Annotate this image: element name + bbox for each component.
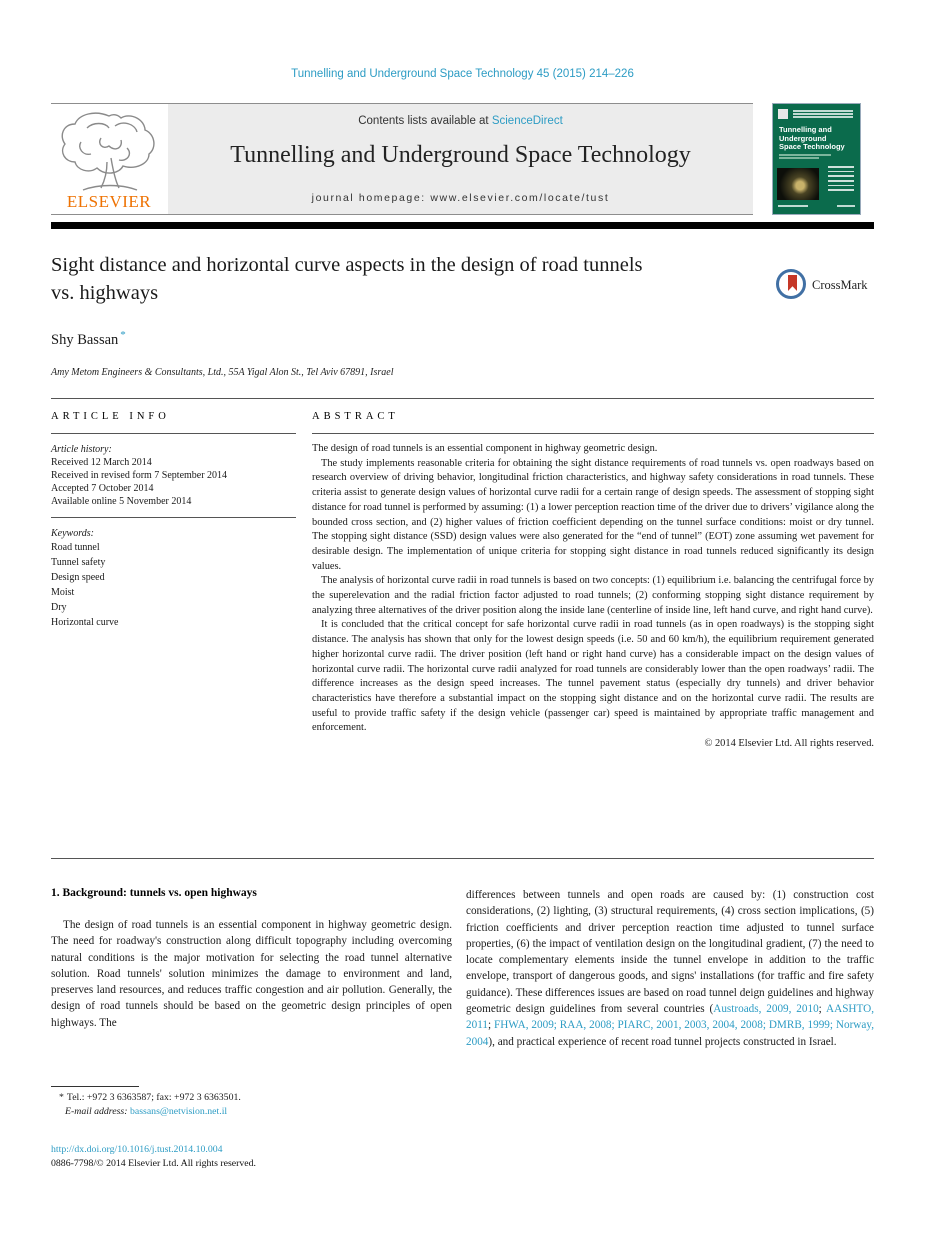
crossmark-badge[interactable] xyxy=(776,269,876,305)
body-text: ), and practical experience of recent road tunnel projects constructed in Israel. xyxy=(488,1035,837,1048)
contents-prefix: Contents lists available at xyxy=(358,115,492,127)
body-paragraph: The design of road tunnels is an essential component in highway geometric design. The need for roadway's construction along difficult topography including overcoming natural conditions is the major motivation for selecting the road tunnel alternative solution. Road tunnels' solution minimizes the damage to environment and land, preserves land resources, and reduces traffic congestion and air pollution. Generally, the design of road tunnels should be based on the geometric design principles of open highways. The xyxy=(51,919,452,1029)
journal-homepage-link[interactable]: journal homepage: www.elsevier.com/locate/tust xyxy=(311,192,610,204)
article-history-item: Received in revised form 7 September 2014 xyxy=(51,470,228,481)
body-text: differences between tunnels and open roads are caused by: (1) construction cost considerations, (2) lighting, (3) structural requirements, (4) cross section implications, (5) friction coefficients and driver perception reaction time adjusted to tunnel surface properties, (6) the impact of ventilation design on the longitudinal gradient, (7) the need to locate complementary elements inside the tunnel envelope in addition to the traffic envelope, transport of dangerous goods, and signs' installations (for traffic and fire safety guidance). These differences issues are based on road tunnel deign guidelines and highway geometric design guidelines from several countries ( xyxy=(466,889,874,1016)
keywords-list xyxy=(51,540,296,630)
keyword-item: Moist xyxy=(51,587,75,598)
body-text: ; xyxy=(818,1003,827,1016)
body-text: ; xyxy=(487,1019,494,1032)
cover-logo-decoration xyxy=(778,109,788,119)
cover-decoration xyxy=(778,205,808,208)
divider-rule xyxy=(51,858,874,859)
abstract-body xyxy=(312,442,874,736)
sciencedirect-link[interactable]: ScienceDirect xyxy=(491,115,563,127)
keywords-label: Keywords: xyxy=(51,528,94,539)
banner-center xyxy=(168,104,753,214)
body-paragraph xyxy=(466,887,874,1050)
corresponding-author-mark[interactable]: * xyxy=(120,329,126,341)
article-history-label: Article history: xyxy=(51,444,112,455)
footnote-mark: * xyxy=(59,1092,64,1103)
article-history-list xyxy=(51,456,296,508)
citation-link[interactable]: AASHTO, 2011 xyxy=(466,1003,874,1032)
cover-decoration xyxy=(793,110,853,119)
abstract-column xyxy=(312,411,874,749)
keyword-item: Horizontal curve xyxy=(51,617,119,628)
keyword-item: Design speed xyxy=(51,572,105,583)
abstract-paragraph: The study implements reasonable criteria for obtaining the sight distance requirements of road tunnels vs. open roadways based on research overview of driving behavior, longitudinal friction characteristics, and highway safety considerations in road tunnels. These criteria assist to generate design values of horizontal curve radii for a certain range of design speeds. The assessment of stopping sight distance for road tunnel is performed by assuming: (1) a lower perception reaction time of the driver due to drivers’ vigilance along the bounded cross section, and (2) higher values of friction coefficient depending on the tunnel surface conditions: moist or dry tunnel. The stopping sight distance (SSD) design values were also generated for the “end of tunnel” (EOT) zone assuming wet pavement for desirable design. The implementation of unique criteria for stopping sight distance in road tunnels reduced significantly its design values. xyxy=(312,457,874,572)
journal-citation-header: Tunnelling and Underground Space Technology 45 (2015) 214–226 xyxy=(291,68,634,80)
article-info-column xyxy=(51,411,296,630)
contents-line xyxy=(168,115,753,127)
doi-link[interactable]: http://dx.doi.org/10.1016/j.tust.2014.10.004 xyxy=(51,1144,223,1155)
footnote-rule xyxy=(51,1086,139,1087)
citation-link[interactable]: FHWA, 2009; RAA, 2008; PIARC, 2001, 2003, 2004, 2008; DMRB, 1999; Norway, 2004 xyxy=(466,1019,875,1048)
crossmark-label: CrossMark xyxy=(812,278,868,292)
abstract-paragraph: The design of road tunnels is an essential component in highway geometric design. xyxy=(312,443,658,454)
elsevier-wordmark: ELSEVIER xyxy=(66,192,152,211)
footnote-tel-line xyxy=(51,1091,452,1105)
author-line xyxy=(51,329,126,349)
cover-decoration xyxy=(779,154,831,160)
citation-link[interactable]: Austroads, 2009, 2010 xyxy=(713,1003,819,1016)
footnote-tel-text: Tel.: +972 3 6363587; fax: +972 3 6363501. xyxy=(66,1092,241,1103)
journal-title: Tunnelling and Underground Space Technology xyxy=(230,142,691,168)
article-title-line1: Sight distance and horizontal curve aspects in the design of road tunnels xyxy=(51,254,643,276)
crossmark-icon xyxy=(776,269,806,299)
doi-block xyxy=(51,1143,256,1170)
cover-tunnel-photo xyxy=(777,168,819,200)
article-title-line2: vs. highways xyxy=(51,282,159,304)
cover-decoration xyxy=(828,166,854,194)
cover-title: Tunnelling and Underground Space Technology xyxy=(779,125,845,151)
author-affiliation: Amy Metom Engineers & Consultants, Ltd., 55A Yigal Alon St., Tel Aviv 67891, Israel xyxy=(51,367,394,378)
article-history-item: Available online 5 November 2014 xyxy=(51,496,192,507)
body-left-column xyxy=(51,917,452,1031)
divider-rule xyxy=(51,517,296,518)
body-right-column xyxy=(466,887,874,1050)
abstract-paragraph: The analysis of horizontal curve radii in road tunnels is based on two concepts: (1) equilibrium i.e. balancing the centrifugal force by the superelevation and the radial friction factor adjusted to road tunnels; (2) conforming stopping sight distance requirement by analyzing three alternatives of the driver position along the inside lane (centerline of inside line, left hand curve, and right hand curve). xyxy=(312,575,874,616)
author-name: Shy Bassan xyxy=(51,331,119,348)
header-separator-bar xyxy=(51,222,874,229)
abstract-paragraph: It is concluded that the critical concept for safe horizontal curve radii in road tunnels (as in open roadways) is the stopping sight distance. The analysis has shown that only for the lowest design speeds (i.e. 50 and 60 km/h), the equilibrium requirement generated higher horizontal curve radii. The driver position (left hand or right hand curve) has a considerable impact on the design values of horizontal curve radii. The horizontal curve radii analyzed for road tunnels are considerably lower than the open roadways’ radii. The difference increases as the design speed increases. The tunnel pavement status (especially dry tunnels) and driver behavior characteristics have therefore a substantial impact on the stopping sight distance and on the horizontal curve radii. The results are useful to provide traffic safety if the design vehicle (passenger car) speed is maintained by appropriate traffic management and enforcement. xyxy=(312,619,874,734)
email-link[interactable]: bassans@netvision.net.il xyxy=(129,1105,228,1117)
keyword-item: Tunnel safety xyxy=(51,557,106,568)
article-history-item: Accepted 7 October 2014 xyxy=(51,483,154,494)
email-label: E-mail address: xyxy=(65,1105,128,1117)
cover-decoration xyxy=(837,205,855,208)
keyword-item: Dry xyxy=(51,602,67,613)
section-1-heading: 1. Background: tunnels vs. open highways xyxy=(51,887,257,899)
copyright-line: © 2014 Elsevier Ltd. All rights reserved. xyxy=(704,738,874,750)
footnote-email-line xyxy=(51,1105,452,1119)
elsevier-logo[interactable] xyxy=(51,104,168,214)
keyword-item: Road tunnel xyxy=(51,542,100,553)
abstract-heading: ABSTRACT xyxy=(312,411,874,434)
elsevier-tree-icon xyxy=(57,108,162,196)
issn-copyright-line: 0886-7798/© 2014 Elsevier Ltd. All rights reserved. xyxy=(51,1157,256,1169)
divider-rule xyxy=(51,398,874,399)
journal-cover-thumbnail[interactable] xyxy=(772,103,861,215)
journal-banner xyxy=(51,103,753,215)
article-info-heading: ARTICLE INFO xyxy=(51,411,296,434)
footnote-block xyxy=(51,1086,452,1118)
article-history-item: Received 12 March 2014 xyxy=(51,457,152,468)
article-title xyxy=(51,251,791,307)
